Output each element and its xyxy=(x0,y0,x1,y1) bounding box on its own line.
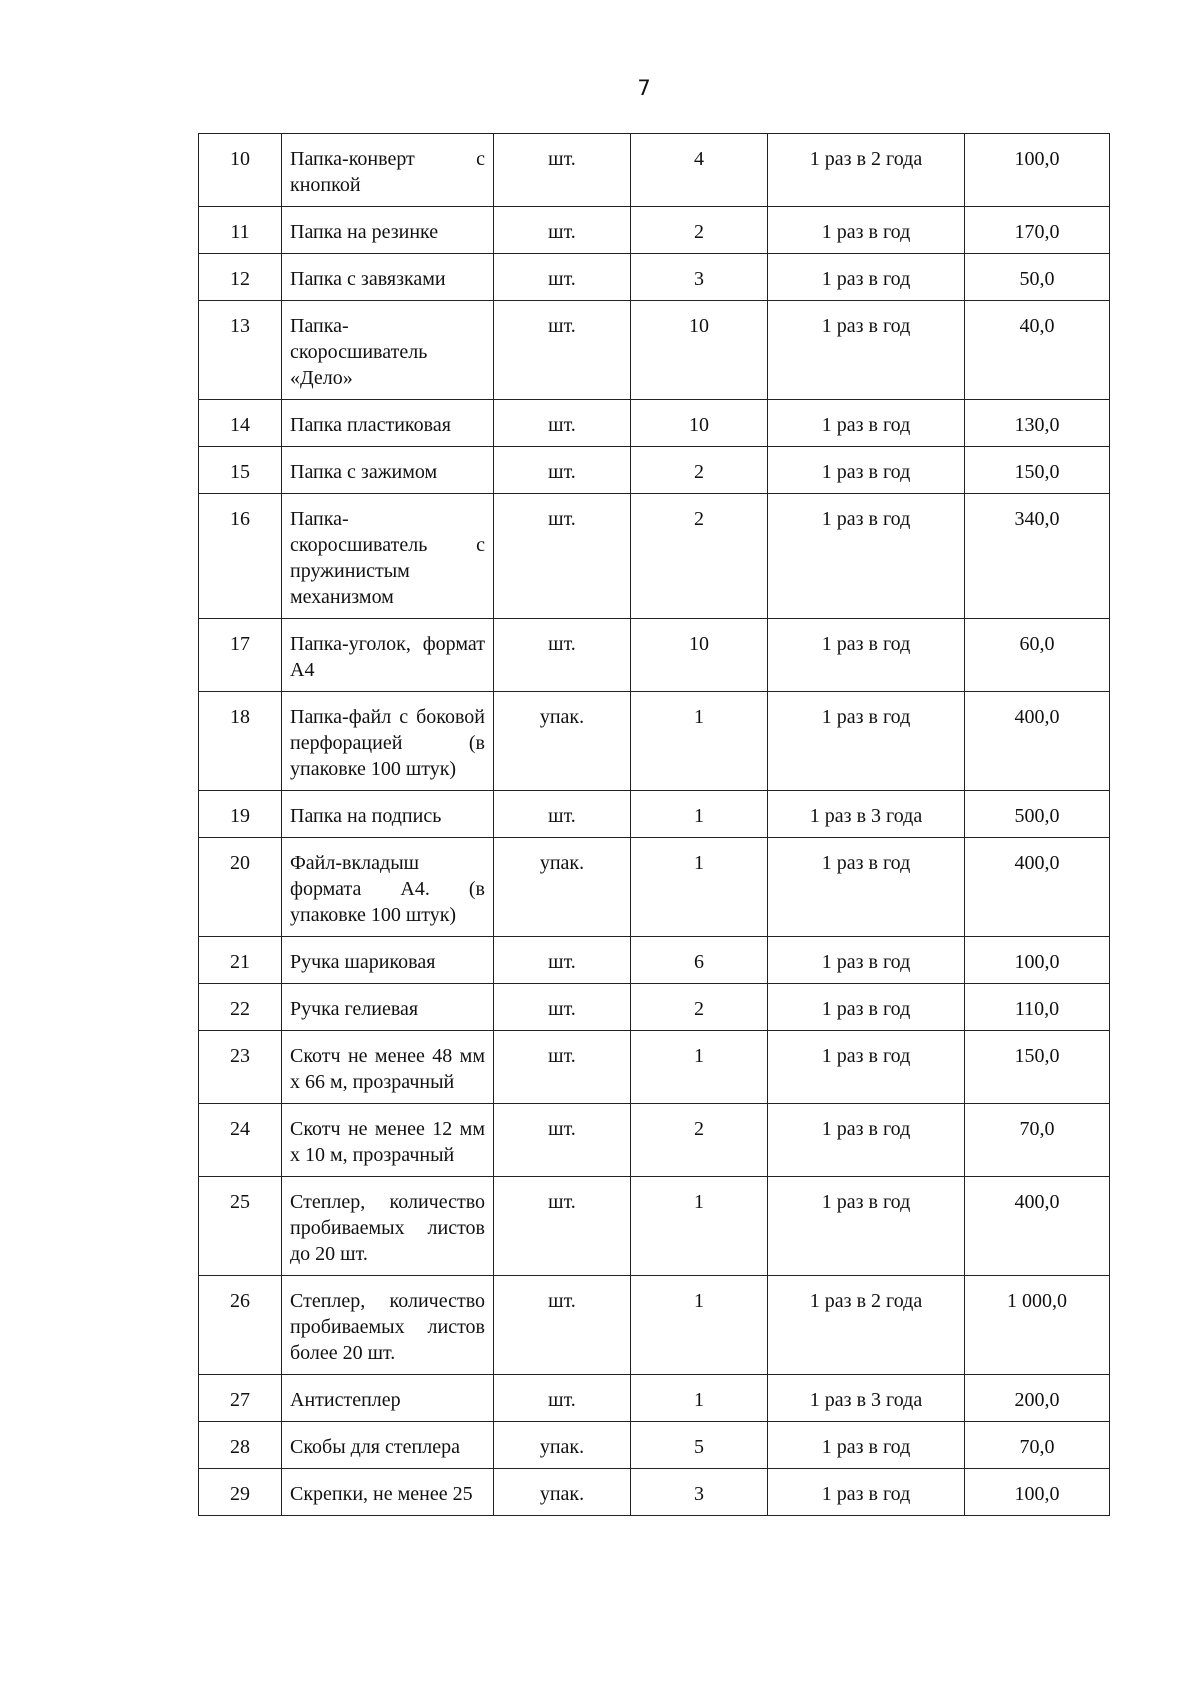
row-number-cell: 17 xyxy=(199,619,282,692)
table-row xyxy=(199,207,1110,254)
frequency-cell: 1 раз в год xyxy=(768,1104,965,1177)
unit-cell: шт. xyxy=(494,1031,631,1104)
item-name-cell: Файл-вкладыш формата А4. (в упаковке 100 штук) xyxy=(282,838,494,937)
price-cell: 340,0 xyxy=(965,494,1110,619)
price-cell: 400,0 xyxy=(965,838,1110,937)
row-number-cell: 12 xyxy=(199,254,282,301)
frequency-cell: 1 раз в год xyxy=(768,1469,965,1516)
table-row xyxy=(199,134,1110,207)
quantity-cell: 2 xyxy=(631,984,768,1031)
price-cell: 100,0 xyxy=(965,937,1110,984)
row-number-cell: 29 xyxy=(199,1469,282,1516)
unit-cell: шт. xyxy=(494,937,631,984)
unit-cell: шт. xyxy=(494,301,631,400)
table-row xyxy=(199,1469,1110,1516)
unit-cell: шт. xyxy=(494,1276,631,1375)
row-number-cell: 22 xyxy=(199,984,282,1031)
item-name-cell: Ручка гелиевая xyxy=(282,984,494,1031)
frequency-cell: 1 раз в год xyxy=(768,937,965,984)
page-number: 7 xyxy=(637,76,651,100)
price-cell: 50,0 xyxy=(965,254,1110,301)
item-name-cell: Папка на подпись xyxy=(282,791,494,838)
row-number-cell: 23 xyxy=(199,1031,282,1104)
item-name-cell: Папка-скоросшиватель «Дело» xyxy=(282,301,494,400)
quantity-cell: 2 xyxy=(631,207,768,254)
quantity-cell: 2 xyxy=(631,447,768,494)
quantity-cell: 6 xyxy=(631,937,768,984)
table-row xyxy=(199,1375,1110,1422)
table-row xyxy=(199,692,1110,791)
table-row xyxy=(199,1276,1110,1375)
unit-cell: шт. xyxy=(494,619,631,692)
item-name-cell: Папка-уголок, формат А4 xyxy=(282,619,494,692)
row-number-cell: 25 xyxy=(199,1177,282,1276)
frequency-cell: 1 раз в 2 года xyxy=(768,134,965,207)
unit-cell: упак. xyxy=(494,838,631,937)
quantity-cell: 10 xyxy=(631,400,768,447)
frequency-cell: 1 раз в год xyxy=(768,207,965,254)
price-cell: 150,0 xyxy=(965,447,1110,494)
row-number-cell: 20 xyxy=(199,838,282,937)
price-cell: 100,0 xyxy=(965,1469,1110,1516)
table-row xyxy=(199,301,1110,400)
table-row xyxy=(199,838,1110,937)
row-number-cell: 14 xyxy=(199,400,282,447)
price-cell: 70,0 xyxy=(965,1104,1110,1177)
row-number-cell: 10 xyxy=(199,134,282,207)
row-number-cell: 13 xyxy=(199,301,282,400)
item-name-cell: Антистеплер xyxy=(282,1375,494,1422)
frequency-cell: 1 раз в год xyxy=(768,1422,965,1469)
table-row xyxy=(199,254,1110,301)
item-name-cell: Ручка шариковая xyxy=(282,937,494,984)
frequency-cell: 1 раз в год xyxy=(768,254,965,301)
table-row xyxy=(199,447,1110,494)
quantity-cell: 3 xyxy=(631,1469,768,1516)
unit-cell: шт. xyxy=(494,400,631,447)
item-name-cell: Папка-конверт с кнопкой xyxy=(282,134,494,207)
item-name-cell: Папка-скоросшиватель с пружинистым механизмом xyxy=(282,494,494,619)
price-cell: 1 000,0 xyxy=(965,1276,1110,1375)
table-row xyxy=(199,619,1110,692)
quantity-cell: 1 xyxy=(631,838,768,937)
row-number-cell: 18 xyxy=(199,692,282,791)
frequency-cell: 1 раз в 3 года xyxy=(768,791,965,838)
unit-cell: шт. xyxy=(494,791,631,838)
table-body xyxy=(199,134,1110,1516)
quantity-cell: 1 xyxy=(631,1177,768,1276)
item-name-cell: Папка с зажимом xyxy=(282,447,494,494)
row-number-cell: 26 xyxy=(199,1276,282,1375)
frequency-cell: 1 раз в 2 года xyxy=(768,1276,965,1375)
unit-cell: шт. xyxy=(494,207,631,254)
frequency-cell: 1 раз в год xyxy=(768,301,965,400)
frequency-cell: 1 раз в год xyxy=(768,619,965,692)
frequency-cell: 1 раз в год xyxy=(768,1177,965,1276)
quantity-cell: 2 xyxy=(631,1104,768,1177)
frequency-cell: 1 раз в год xyxy=(768,494,965,619)
price-cell: 400,0 xyxy=(965,1177,1110,1276)
table-row xyxy=(199,494,1110,619)
row-number-cell: 11 xyxy=(199,207,282,254)
row-number-cell: 28 xyxy=(199,1422,282,1469)
item-name-cell: Скрепки, не менее 25 xyxy=(282,1469,494,1516)
row-number-cell: 15 xyxy=(199,447,282,494)
unit-cell: шт. xyxy=(494,1104,631,1177)
quantity-cell: 1 xyxy=(631,692,768,791)
supplies-table xyxy=(198,133,1110,1516)
unit-cell: шт. xyxy=(494,447,631,494)
price-cell: 110,0 xyxy=(965,984,1110,1031)
quantity-cell: 1 xyxy=(631,791,768,838)
table-row xyxy=(199,400,1110,447)
frequency-cell: 1 раз в год xyxy=(768,400,965,447)
quantity-cell: 2 xyxy=(631,494,768,619)
table-row xyxy=(199,1177,1110,1276)
table-row xyxy=(199,1031,1110,1104)
unit-cell: шт. xyxy=(494,1177,631,1276)
quantity-cell: 5 xyxy=(631,1422,768,1469)
frequency-cell: 1 раз в год xyxy=(768,692,965,791)
table-row xyxy=(199,1422,1110,1469)
quantity-cell: 1 xyxy=(631,1031,768,1104)
frequency-cell: 1 раз в 3 года xyxy=(768,1375,965,1422)
quantity-cell: 3 xyxy=(631,254,768,301)
item-name-cell: Степлер, количество пробиваемых листов более 20 шт. xyxy=(282,1276,494,1375)
item-name-cell: Скобы для степлера xyxy=(282,1422,494,1469)
item-name-cell: Скотч не менее 48 мм х 66 м, прозрачный xyxy=(282,1031,494,1104)
quantity-cell: 1 xyxy=(631,1276,768,1375)
unit-cell: шт. xyxy=(494,134,631,207)
unit-cell: шт. xyxy=(494,1375,631,1422)
price-cell: 150,0 xyxy=(965,1031,1110,1104)
price-cell: 130,0 xyxy=(965,400,1110,447)
table-row xyxy=(199,1104,1110,1177)
price-cell: 70,0 xyxy=(965,1422,1110,1469)
frequency-cell: 1 раз в год xyxy=(768,447,965,494)
unit-cell: шт. xyxy=(494,984,631,1031)
price-cell: 400,0 xyxy=(965,692,1110,791)
table-row xyxy=(199,937,1110,984)
unit-cell: шт. xyxy=(494,494,631,619)
frequency-cell: 1 раз в год xyxy=(768,838,965,937)
price-cell: 200,0 xyxy=(965,1375,1110,1422)
item-name-cell: Скотч не менее 12 мм х 10 м, прозрачный xyxy=(282,1104,494,1177)
quantity-cell: 10 xyxy=(631,301,768,400)
table-row xyxy=(199,984,1110,1031)
quantity-cell: 4 xyxy=(631,134,768,207)
item-name-cell: Папка-файл с боковой перфорацией (в упаковке 100 штук) xyxy=(282,692,494,791)
unit-cell: упак. xyxy=(494,1422,631,1469)
item-name-cell: Папка пластиковая xyxy=(282,400,494,447)
row-number-cell: 27 xyxy=(199,1375,282,1422)
table-row xyxy=(199,791,1110,838)
price-cell: 170,0 xyxy=(965,207,1110,254)
row-number-cell: 21 xyxy=(199,937,282,984)
unit-cell: упак. xyxy=(494,692,631,791)
row-number-cell: 24 xyxy=(199,1104,282,1177)
frequency-cell: 1 раз в год xyxy=(768,1031,965,1104)
row-number-cell: 16 xyxy=(199,494,282,619)
frequency-cell: 1 раз в год xyxy=(768,984,965,1031)
quantity-cell: 10 xyxy=(631,619,768,692)
unit-cell: упак. xyxy=(494,1469,631,1516)
item-name-cell: Папка с завязками xyxy=(282,254,494,301)
price-cell: 60,0 xyxy=(965,619,1110,692)
item-name-cell: Папка на резинке xyxy=(282,207,494,254)
price-cell: 100,0 xyxy=(965,134,1110,207)
price-cell: 500,0 xyxy=(965,791,1110,838)
quantity-cell: 1 xyxy=(631,1375,768,1422)
row-number-cell: 19 xyxy=(199,791,282,838)
price-cell: 40,0 xyxy=(965,301,1110,400)
item-name-cell: Степлер, количество пробиваемых листов до 20 шт. xyxy=(282,1177,494,1276)
unit-cell: шт. xyxy=(494,254,631,301)
